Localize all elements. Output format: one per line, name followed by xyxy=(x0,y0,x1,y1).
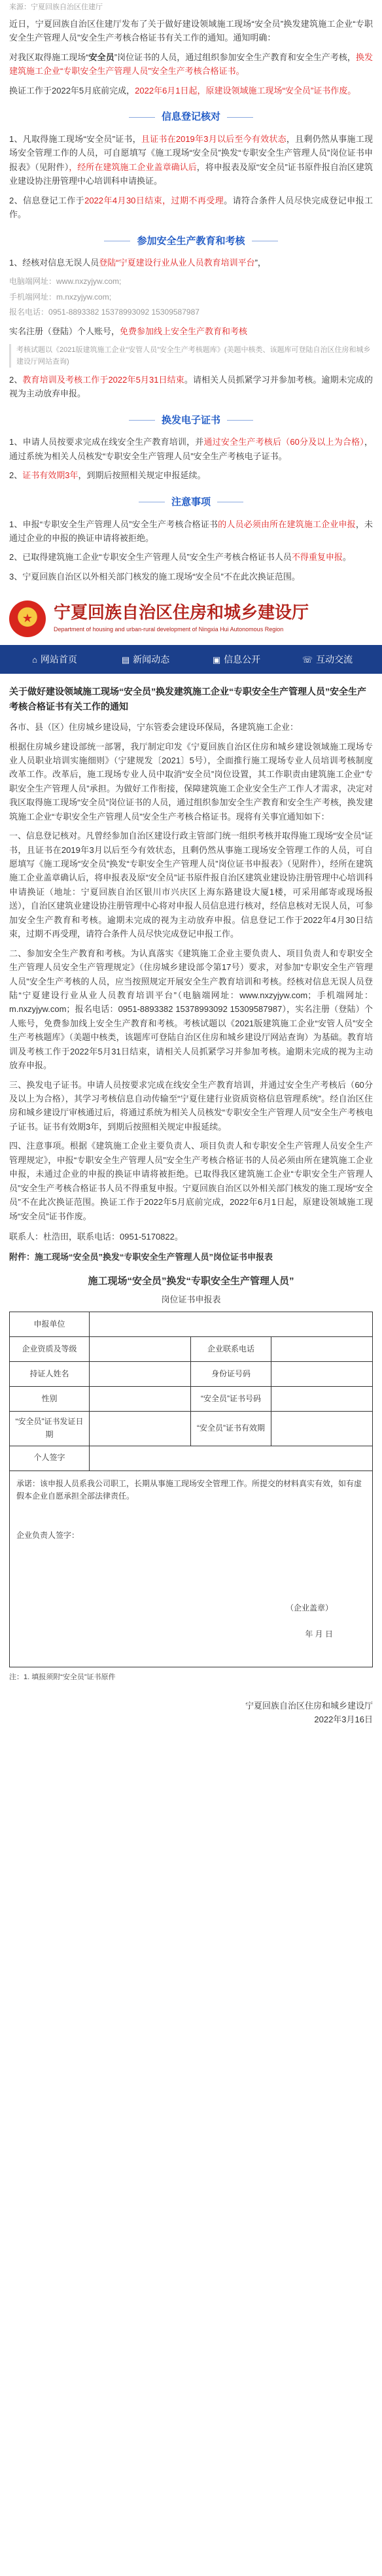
form-cell-value xyxy=(271,1387,372,1412)
notice-body xyxy=(9,720,373,1264)
nav-news[interactable]: ▤ 新闻动态 xyxy=(100,645,191,674)
nav-interact[interactable]: ☏ 互动交流 xyxy=(282,645,373,674)
notice-paragraph-1: 根据住房城乡建设部统一部署，我厅制定印发《宁夏回族自治区住房和城乡建设领域施工现场专业人员职业培训实施细则》（宁建规发〔2021〕5号），全面推行施工现场专业人员培训考核制度改革工作。改革后，施工现场专业人员中取消“安全员”岗位设置，其工作职责由建筑施工企业“专职安全生产管理人员”承担。为做好工作衔接，保障建筑施工企业安全生产工作人才需求，决定对我区取得施工现场“安全员”岗位证书的人员，通过组织参加安全生产教育和安全生产考核，换发建筑施工企业“专职安全生产管理人员”安全生产考核合格证书。现将有关事宜通知如下： xyxy=(9,741,373,822)
s4-paragraph-2: 2、已取得建筑施工企业“专职安全生产管理人员”安全生产考核合格证书人员不得重复申报。 xyxy=(9,552,351,563)
notice-contact: 联系人：杜浩田，联系电话：0951-5170822。 xyxy=(9,1231,183,1242)
s3-paragraph-2: 2、证书有效期3年，到期后按照相关规定申报延续。 xyxy=(9,470,206,481)
s2-paragraph-1: 1、经核对信息无误人员登陆“宁夏建设行业从业人员教育培训平台”， xyxy=(9,258,266,268)
info-icon: ▣ xyxy=(212,654,221,665)
gov-navbar xyxy=(0,645,382,674)
form-title: 施工现场“安全员”换发“专职安全生产管理人员” xyxy=(88,1275,294,1287)
s1-paragraph-2: 2、信息登记工作于2022年4月30日结束，过期不再受理。请符合条件人员尽快完成登记申报工作。 xyxy=(9,195,373,220)
form-cell-value xyxy=(90,1412,191,1446)
news-icon: ▤ xyxy=(121,654,130,665)
pc-site-line: 电脑端网址：www.nxzyjyw.com; xyxy=(9,276,122,286)
form-cell-label: “安全员”证书有效期 xyxy=(191,1412,271,1446)
section-heading-4: 注意事项 xyxy=(9,495,373,511)
notice-attachment: 附件：施工现场“安全员”换发“专职安全生产管理人员”岗位证书申报表 xyxy=(9,1252,273,1262)
s4-paragraph-3: 3、宁夏回族自治区以外相关部门核发的施工现场“安全员”不在此次换证范围。 xyxy=(9,571,300,582)
notice-salutation: 各市、县（区）住房城乡建设局，宁东管委会建设环保局，各建筑施工企业： xyxy=(9,722,299,733)
form-cell-label: 申报单位 xyxy=(10,1312,90,1337)
s2-quote: 考核试题以《2021版建筑施工企业“安管人员”安全生产考核题库》(美题中核类、该题库可登陆自治区住房和城乡建设厅网站查询) xyxy=(9,344,373,368)
intro-paragraph-3: 换证工作于2022年5月底前完成，2022年6月1日起，原建设领域施工现场“安全员”证书作废。 xyxy=(9,85,356,96)
form-cell-value xyxy=(90,1337,191,1362)
notice-paragraph-4: 三、换发电子证书。申请人员按要求完成在线安全生产教育培训，并通过安全生产考核后（60分及以上为合格），其学习考核信息自动传输至“宁夏住建行业资质资格信息管理系统”。经自治区住房和城乡建设厅审核通过后，将通过系统为相关人员核发“专职安全生产管理人员”安全生产考核电子证书。证书有效期3年，到期后按照相关规定申报延续。 xyxy=(9,1079,373,1132)
form-cell-label: 个人签字 xyxy=(10,1446,90,1471)
home-icon: ⌂ xyxy=(32,654,37,665)
s4-paragraph-1: 1、申报“专职安全生产管理人员”安全生产考核合格证书的人员必须由所在建筑施工企业申报，未通过企业的申报的换证申请将被拒绝。 xyxy=(9,519,373,543)
form-cell-label: 企业资质及等级 xyxy=(10,1337,90,1362)
form-cell-label: “安全员”证书发证日期 xyxy=(10,1412,90,1446)
form-cell-value xyxy=(271,1362,372,1387)
section-heading-1: 信息登记核对 xyxy=(9,109,373,126)
phone-line: 报名电话：0951-8893382 15378993092 15309587987 xyxy=(9,307,200,317)
phone-icon: ☏ xyxy=(302,654,313,665)
s3-paragraph-1: 1、申请人员按要求完成在线安全生产教育培训，并通过安全生产考核后（60分及以上为合格），通过系统为相关人员核发“专职安全生产管理人员”安全生产考核电子证书。 xyxy=(9,437,373,461)
nav-home[interactable]: ⌂ 网站首页 xyxy=(9,645,100,674)
mobile-site-line: 手机端网址：m.nxzyjyw.com; xyxy=(9,292,112,302)
form-cell-label: 企业联系电话 xyxy=(191,1337,271,1362)
promise-text: 承诺：该申报人员系我公司职工，长期从事施工现场安全管理工作。所提交的材料真实有效，如有虚假本企业自愿承担全部法律责任。 xyxy=(16,1478,362,1501)
form-cell-value xyxy=(90,1387,191,1412)
national-emblem-icon: ★ xyxy=(9,600,46,637)
gov-site-title: 宁夏回族自治区住房和城乡建设厅 xyxy=(54,602,309,623)
form-cell-value xyxy=(90,1446,373,1471)
notice-paragraph-5: 四、注意事项。根据《建筑施工企业主要负责人、项目负责人和专职安全生产管理人员安全生产管理规定》，申报“专职安全生产管理人员”安全生产考核合格证书的人员必须由所在建筑施工企业申报，未通过企业的申报的换证申请将被拒绝。已取得我区建筑施工企业“专职安全生产管理人员”安全生产考核合格证书人员不得重复申报。宁夏回族自治区以外相关部门核发的施工现场“安全员”不在此次换证范围。换证工作于2022年5月底前完成，2022年6月1日起，原建设领域施工现场“安全员”证书作废。 xyxy=(9,1141,373,1221)
section-heading-3: 换发电子证书 xyxy=(9,413,373,429)
notice-paragraph-2: 一、信息登记核对。凡曾经参加自治区建设行政主管部门统一组织考核并取得施工现场“安全员”证书，且证书在2019年3月以后至今有效状态，且剩仍然从事施工现场安全管理工作的人员，可自愿填写《施工现场“安全员”换发“专职安全生产管理人员”岗位证书申报表》（见附件），经所在建筑施工企业盖章确认后，将申报表及原“安全员”证书原件报自治区建筑业建设协注册管理中心培训科申请换证（地址：宁夏回族自治区银川市兴庆区上海东路建设大厦1楼，可采用邮寄或现场报送），自治区建筑业建设协注册管理中心将对申报人员信息进行核对，经信息核对无误人员，可参加安全生产教育和考核。逾期未完成的视为主动放弃申报。信息登记工作于2022年4月30日结束，过期不再受理，请符合条件人员尽快完成登记申报工作。 xyxy=(9,831,373,939)
form-cell-value xyxy=(271,1412,372,1446)
form-note: 注：1. 填报须附“安全员”证书原件 xyxy=(9,1673,116,1681)
section-heading-2: 参加安全生产教育和考核 xyxy=(9,234,373,250)
intro-paragraph-1: 近日，宁夏回族自治区住建厅发布了关于做好建设领域施工现场“安全员”换发建筑施工企业“专职安全生产管理人员”安全生产考核合格证书有关工作的通知。通知明确： xyxy=(9,19,373,43)
source-line: 来源：宁夏回族自治区住建厅 xyxy=(9,3,103,11)
promise-box xyxy=(9,1471,373,1667)
gov-site-header xyxy=(9,589,373,645)
s2-paragraph-3: 2、教育培训及考核工作于2022年5月31日结束。请相关人员抓紧学习并参加考核。逾期未完成的视为主动放弃申报。 xyxy=(9,374,373,399)
notice-paragraph-3: 二、参加安全生产教育和考核。为认真落实《建筑施工企业主要负责人、项目负责人和专职安全生产管理人员安全生产管理规定》（住房城乡建设部令第17号）要求，对参加“专职安全生产管理人员”安全生产考核的人员，应当按照规定开展安全生产教育培训和考核。经核对信息无误人员登陆“宁夏建设行业从业人员教育培训平台”（电脑端网址：www.nxzyjyw.com；手机端网址：m.nxzyjyw.com；报名电话：0951-8893382 15378993092 15309587987），实名注册（登陆）个人账号，免费参加线上安全生产教育和考核。考核试题以《2021版建筑施工企业“安管人员”安全生产考核题库》（美题中核类，该题库可登陆自治区住房和城乡建设厅网站查询）为基础。教育培训及考核工作于2022年5月31日结束，请相关人员抓紧学习并参加考核。逾期未完成的视为主动放弃申报。 xyxy=(9,948,373,1071)
form-cell-label: “安全员”证书号码 xyxy=(191,1387,271,1412)
sign-date-label: 年 月 日 xyxy=(305,1629,333,1639)
form-cell-label: 身份证号码 xyxy=(191,1362,271,1387)
s1-paragraph-1: 1、凡取得施工现场“安全员”证书，且证书在2019年3月以后至今有效状态，且剩仍然从事施工现场安全管理工作的人员，可自愿填写《施工现场“安全员”换发“专职安全生产管理人员”岗位证书申报表》（见附件），经所在建筑施工企业盖章确认后，将申报表及原“安全员”证书原件报自治区建筑业建设协注册管理中心培训科申请换证。 xyxy=(9,133,373,186)
notice-title: 关于做好建设领域施工现场“安全员”换发建筑施工企业“专职安全生产管理人员”安全生产考核合格证书有关工作的通知 xyxy=(9,686,366,712)
form-cell-value xyxy=(90,1312,373,1337)
form-cell-label: 持证人姓名 xyxy=(10,1362,90,1387)
mobile-site-link[interactable]: m.nxzyjyw.com; xyxy=(56,292,112,302)
application-form-table xyxy=(9,1312,373,1471)
intro-paragraph-2: 对我区取得施工现场“安全员”岗位证书的人员，通过组织参加安全生产教育和安全生产考核，换发建筑施工企业“专职安全生产管理人员”安全生产考核合格证书。 xyxy=(9,52,373,77)
nav-info[interactable]: ▣ 信息公开 xyxy=(191,645,282,674)
company-seal-label: （企业盖章） xyxy=(285,1603,333,1612)
form-subtitle: 岗位证书申报表 xyxy=(161,1294,221,1304)
footer-date: 2022年3月16日 xyxy=(314,1714,373,1725)
footer-organization: 宁夏回族自治区住房和城乡建设厅 xyxy=(245,1700,373,1711)
pc-site-link[interactable]: www.nxzyjyw.com; xyxy=(56,276,122,286)
gov-site-subtitle: Department of housing and urban-rural development of Ningxia Hui Autonomous Region xyxy=(54,626,284,633)
form-cell-value xyxy=(271,1337,372,1362)
form-cell-value xyxy=(90,1362,191,1387)
form-cell-label: 性别 xyxy=(10,1387,90,1412)
s2-paragraph-2: 实名注册（登陆）个人账号，免费参加线上安全生产教育和考核 xyxy=(9,326,248,337)
boss-signature-label: 企业负责人签字： xyxy=(16,1531,80,1540)
